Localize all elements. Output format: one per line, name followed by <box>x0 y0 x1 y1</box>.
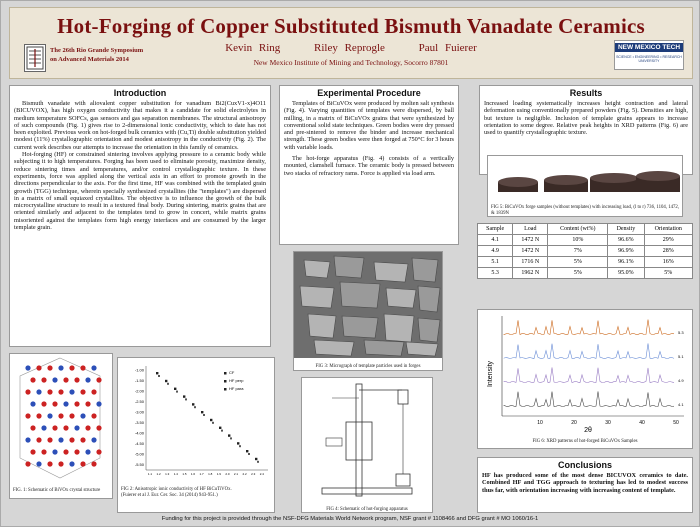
atom-icon <box>85 449 90 454</box>
paragraph: Templates of BiCuVOx were produced by molten salt synthesis (Fig. 4). Varying quantities of templates were dispersed, by ball milling, in a matrix of BiCuVOx grains that were synthesized by conventional solid state techniques. Green bodies were dry pressed and pre-sintered to remove the binder and increase mechanical strength. These green bodies were then forged at 750°C for 3 hours with variable loads. <box>284 100 454 151</box>
atom-icon <box>74 377 79 382</box>
figure-6 <box>477 309 693 449</box>
atom-icon <box>30 425 35 430</box>
data-point <box>210 419 212 421</box>
grain <box>418 286 440 312</box>
xrd-plot <box>478 310 692 434</box>
data-point <box>203 414 205 416</box>
data-point <box>192 403 194 405</box>
atom-icon <box>91 461 96 466</box>
figure-5 <box>487 155 683 217</box>
atom-icon <box>69 461 74 466</box>
grain <box>308 314 336 338</box>
y-tick-label: -3.50 <box>134 420 144 425</box>
x-tick-label: 1.9 <box>216 472 221 476</box>
table-row <box>478 235 693 246</box>
legend-marker <box>224 372 227 375</box>
atom-icon <box>47 365 52 370</box>
atom-icon <box>63 377 68 382</box>
atom-icon <box>47 389 52 394</box>
table-cell: 5.3 <box>478 268 513 279</box>
grain <box>342 316 378 338</box>
poster-header <box>9 7 693 79</box>
atom-icon <box>36 437 41 442</box>
data-point <box>221 430 223 432</box>
data-point <box>230 437 232 439</box>
figure-caption: FIG 3: Micrograph of template particles used in forges <box>315 364 421 369</box>
x-tick-label: 40 <box>639 420 645 426</box>
author-name: Riley Reprogle <box>314 42 385 54</box>
data-point <box>167 383 169 385</box>
atom-icon <box>74 449 79 454</box>
atom-icon <box>85 377 90 382</box>
x-tick-label: 30 <box>605 420 611 426</box>
section-title: Conclusions <box>557 460 612 470</box>
atom-icon <box>36 389 41 394</box>
sample-puck-top <box>544 175 588 185</box>
atom-icon <box>52 401 57 406</box>
atom-icon <box>69 437 74 442</box>
atom-icon <box>41 449 46 454</box>
paragraph: The hot-forge apparatus (Fig. 4) consists of a vertically mounted, clamshell furnace. The ceramic body is pressed between two stacks of refractory rams. Force is applied via load arm. <box>284 155 454 177</box>
x-tick-label: 2.0 <box>225 472 230 476</box>
data-point <box>156 372 158 374</box>
legend-label: CF <box>229 370 235 375</box>
table-cell: 10% <box>548 235 608 246</box>
atom-icon <box>52 425 57 430</box>
symposium-line: on Advanced Materials 2014 <box>50 56 129 63</box>
sample-puck-top <box>636 171 680 181</box>
atom-icon <box>52 377 57 382</box>
xrd-series-line <box>504 391 674 406</box>
figure-1 <box>9 353 113 499</box>
atom-icon <box>69 389 74 394</box>
table-cell: 16% <box>644 257 692 268</box>
table-cell: 7% <box>548 246 608 257</box>
grain <box>364 340 404 356</box>
x-tick-label: 2.4 <box>259 472 264 476</box>
x-tick-label: 10 <box>537 420 543 426</box>
caption-line: (Fuierer et al J. Eur. Cer. Soc. 34 (2014) 943-951.) <box>121 493 218 498</box>
table-cell: 5% <box>548 257 608 268</box>
table-cell: 29% <box>644 235 692 246</box>
data-point <box>183 395 185 397</box>
grain <box>384 314 414 342</box>
table-cell: 96.6% <box>608 235 644 246</box>
figure-4 <box>301 377 433 513</box>
grain <box>340 282 380 308</box>
atom-icon <box>36 461 41 466</box>
data-point <box>174 388 176 390</box>
atom-icon <box>41 425 46 430</box>
data-point <box>257 461 259 463</box>
atom-icon <box>80 461 85 466</box>
atom-icon <box>80 437 85 442</box>
atom-icon <box>36 413 41 418</box>
series-label: 4.9 <box>678 378 684 383</box>
y-tick-label: -4.50 <box>134 441 144 446</box>
atom-icon <box>96 449 101 454</box>
table-row <box>478 257 693 268</box>
atom-icon <box>47 413 52 418</box>
series-label: 4.1 <box>678 402 684 407</box>
logo-subtext: SCIENCE • ENGINEERING • RESEARCH UNIVERSITY <box>616 55 682 63</box>
column-header: Content (wt%) <box>548 224 608 235</box>
atom-icon <box>41 377 46 382</box>
table-cell: 4.1 <box>478 235 513 246</box>
y-tick-label: -1.00 <box>134 367 144 373</box>
symposium-line: The 26th Rio Grande Symposium <box>50 47 144 54</box>
conclusions-section <box>477 457 693 513</box>
y-tick-label: -5.50 <box>134 462 144 467</box>
legend-marker <box>224 380 227 383</box>
atom-icon <box>63 449 68 454</box>
grain <box>304 260 330 278</box>
figure-caption: FIG 5: BiCuVOx forge samples (without templates) with increasing load, (l to r) 736, 1104, 1472, & 1839N <box>491 205 679 216</box>
university-logo <box>614 40 684 70</box>
atom-icon <box>74 425 79 430</box>
column-header: Load <box>513 224 548 235</box>
atom-icon <box>25 413 30 418</box>
author-name: Kevin Ring <box>225 42 281 54</box>
atom-icon <box>80 365 85 370</box>
legend-label: HF para <box>229 386 244 391</box>
atom-icon <box>63 401 68 406</box>
atom-icon <box>47 437 52 442</box>
results-table <box>477 223 693 279</box>
figure-caption: FIG 6: XRD patterns of hot-forged BiCuVOx Samples <box>532 439 638 444</box>
x-tick-label: 2.2 <box>242 472 247 476</box>
crystal-structure-image <box>10 354 110 482</box>
atom-icon <box>91 365 96 370</box>
figure-caption: FIG 4: Schematic of hot-forging apparatus <box>326 507 408 512</box>
legend-label: HF perp <box>229 378 244 383</box>
caption-line: FIG 2: Anisotropic ionic conductivity of HF BiCuTiVOx. <box>121 487 232 492</box>
procedure-section <box>279 85 459 245</box>
data-point <box>165 380 167 382</box>
x-tick-label: 2.1 <box>233 472 239 476</box>
table-cell: 28% <box>644 246 692 257</box>
atom-icon <box>36 365 41 370</box>
column-header: Density <box>608 224 644 235</box>
y-tick-label: -1.50 <box>134 378 144 383</box>
logo-text: NEW MEXICO TECH <box>615 43 683 52</box>
atom-icon <box>58 389 63 394</box>
x-tick-label: 20 <box>571 420 577 426</box>
forge-apparatus-schematic <box>302 378 432 502</box>
section-title: Results <box>569 88 603 98</box>
atom-icon <box>52 449 57 454</box>
results-table-wrap <box>477 223 693 303</box>
table-cell: 1472 N <box>513 246 548 257</box>
atom-icon <box>91 413 96 418</box>
column-header: Orientation <box>644 224 692 235</box>
grain <box>386 288 416 308</box>
atom-icon <box>91 437 96 442</box>
atom-icon <box>25 389 30 394</box>
data-point <box>212 422 214 424</box>
table-cell: 1472 N <box>513 235 548 246</box>
symposium-logo <box>24 44 46 72</box>
table-cell: 5.1 <box>478 257 513 268</box>
sample-puck-top <box>590 173 638 183</box>
atom-icon <box>96 425 101 430</box>
series-label: 5.1 <box>678 354 684 359</box>
atom-icon <box>30 401 35 406</box>
legend-marker <box>224 388 227 391</box>
x-tick-label: 1.2 <box>156 472 161 476</box>
y-tick-label: -4.00 <box>134 430 144 436</box>
x-tick-label: 1.5 <box>182 472 187 476</box>
atom-icon <box>25 365 30 370</box>
xrd-series-line <box>504 343 674 358</box>
grain <box>412 258 438 282</box>
table-cell: 5% <box>644 268 692 279</box>
column-header: Sample <box>478 224 513 235</box>
data-point <box>239 445 241 447</box>
data-point <box>194 406 196 408</box>
series-label: 5.3 <box>678 330 684 335</box>
paragraph: Hot-forging (HF) or constrained sintering involves applying pressure to a ceramic body while subjecting it to high temperatures. Forging has been used to eliminate porosity, maximize density, reduce sintering times and temperatures, and/or control crystallographic texture. In these experiments, force was applied along the vertical axis in an effort to promote growth in the directions perpendicular to the axis. For the first time, HF was combined with the templated grain growth (TGG) technique, wherein specially synthesized crystallites (the "templates") are dispersed in a matrix of small equiaxed crystallites. The objective is to influence the growth of the bulk microcrystalline structure to result in a textured final body. During sintering, matrix grains that are oriented similarly and adjacent to the templates tend to grow in concert, while matrix grains misoriented against the templates form high energy interfaces and are consumed by the larger template grain. <box>14 151 266 232</box>
table-cell: 5% <box>548 268 608 279</box>
atom-icon <box>58 461 63 466</box>
grain <box>418 318 440 342</box>
grain <box>374 262 408 282</box>
atom-icon <box>69 365 74 370</box>
atom-icon <box>91 389 96 394</box>
atom-icon <box>80 389 85 394</box>
data-point <box>201 411 203 413</box>
x-tick-label: 2.3 <box>251 472 256 476</box>
section-title: Experimental Procedure <box>317 88 421 98</box>
xrd-series-line <box>504 367 674 382</box>
table-cell: 1716 N <box>513 257 548 268</box>
atom-icon <box>30 377 35 382</box>
atom-icon <box>30 449 35 454</box>
grain <box>334 256 364 278</box>
table-cell: 1962 N <box>513 268 548 279</box>
data-point <box>237 442 239 444</box>
x-tick-label: 1.3 <box>165 472 170 476</box>
figure-3 <box>293 251 443 371</box>
grain <box>406 342 438 356</box>
x-tick-label: 1.4 <box>173 472 178 476</box>
figure-2 <box>117 357 275 513</box>
figure-caption <box>118 487 274 499</box>
x-tick-label: 1.7 <box>199 472 204 476</box>
atom-icon <box>96 401 101 406</box>
atom-icon <box>85 401 90 406</box>
paragraph: Increased loading systematically increases height contraction and lateral deformation using conventionally prepared powders (Fig. 5). Densities are high, but texture is negligible. Inclusion of template grains appears to increase orientation to some degree. Relative peak heights in XRD patterns (Fig. 6) are used to quantify crystallographic texture. <box>484 100 688 137</box>
figure-caption: FIG. 1: Schematic of BiVOx crystal structure <box>13 488 101 493</box>
x-tick-label: 1.8 <box>208 472 213 476</box>
y-tick-label: -2.50 <box>134 399 144 404</box>
x-tick-label: 1.1 <box>147 472 153 476</box>
section-title: Introduction <box>113 88 167 98</box>
grain <box>314 340 354 356</box>
emblem-icon <box>25 45 45 71</box>
x-tick-label: 1.6 <box>190 472 196 476</box>
grain <box>300 286 334 308</box>
table-row <box>478 246 693 257</box>
sample-puck-top <box>498 177 538 187</box>
xrd-series-line <box>504 320 674 335</box>
table-cell: 96.1% <box>608 257 644 268</box>
table-cell: 95.0% <box>608 268 644 279</box>
table-cell: 4.9 <box>478 246 513 257</box>
x-axis-label: 2θ <box>584 427 592 434</box>
atom-icon <box>74 401 79 406</box>
data-point <box>185 398 187 400</box>
atom-icon <box>85 425 90 430</box>
affiliation: New Mexico Institute of Mining and Technology, Socorro 87801 <box>253 58 449 67</box>
atom-icon <box>80 413 85 418</box>
table-header-row <box>478 224 693 235</box>
data-point <box>219 427 221 429</box>
y-axis-label: Intensity <box>487 360 494 388</box>
author-name: Paul Fuierer <box>418 42 477 54</box>
poster-title: Hot-Forging of Copper Substituted Bismuth Vanadate Ceramics <box>57 14 645 38</box>
atom-icon <box>47 461 52 466</box>
data-point <box>248 453 250 455</box>
y-tick-label: -5.00 <box>134 451 144 457</box>
introduction-section <box>9 85 271 347</box>
forge-samples-photo <box>488 156 682 200</box>
y-tick-label: -2.00 <box>134 388 144 394</box>
micrograph-image <box>294 252 442 358</box>
paragraph: HF has produced some of the most dense BICUVOX ceramics to date. Combined HF and TGG approach to texturing has led to modest success thus far, with orientation increasing with increasing content of template. <box>482 472 688 494</box>
atom-icon <box>25 437 30 442</box>
table-cell: 96.9% <box>608 246 644 257</box>
table-row <box>478 268 693 279</box>
funding-footer: Funding for this project is provided through the NSF-DFG Materials World Network program, NSF grant # 1108466 and DFG grant # MO 1060/16-1 <box>161 516 539 522</box>
x-tick-label: 50 <box>673 420 679 426</box>
conductivity-plot <box>118 358 274 482</box>
data-point <box>158 375 160 377</box>
data-point <box>246 450 248 452</box>
data-point <box>228 434 230 436</box>
atom-icon <box>69 413 74 418</box>
atom-icon <box>63 425 68 430</box>
atom-icon <box>41 401 46 406</box>
atom-icon <box>25 461 30 466</box>
atom-icon <box>96 377 101 382</box>
atom-icon <box>58 437 63 442</box>
y-tick-label: -3.00 <box>134 409 144 415</box>
atom-icon <box>58 365 63 370</box>
paragraph: Bismuth vanadate with aliovalent copper substitution for vanadium Bi2(CuxV1-x)4O11 (BICUVOX), has high oxygen conductivity that makes it a candidate for solid electrolytes in medium temperature SOFCs, gas sensors and gas separation membranes. The structural anisotropy of such compounds (Fig. 1) gives rise to 2-dimensional ionic conductivity, which to date has not been exploited. Previous work on hot-forged bulk ceramics with (Cu,Ti) double substitution yielded modest (11%) crystallographic orientation and modest anisotropy in the conductivity (Fig. 2). The current work describes our attempts to increase the orientation in this family of ceramics. <box>14 100 266 151</box>
atom-icon <box>58 413 63 418</box>
data-point <box>255 458 257 460</box>
data-point <box>176 391 178 393</box>
symposium-name <box>50 46 180 64</box>
